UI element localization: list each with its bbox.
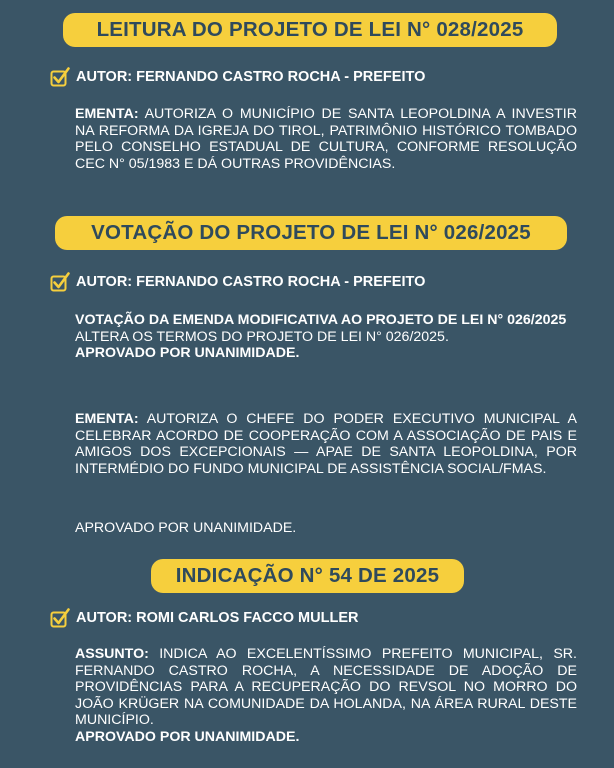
section2-votacao-result: APROVADO POR UNANIMIDADE. [75,345,300,361]
checkbox-check-icon [50,67,70,87]
section2-ementa-text: AUTORIZA O CHEFE DO PODER EXECUTIVO MUNICIPAL A CELEBRAR ACORDO DE COOPERAÇÃO COM A ASSOCIAÇÃO DE PAIS E AMIGOS DOS EXCEPCIONAIS — APAE DE SANTA LEOPOLDINA, POR INTERMÉDIO DO FUNDO MUNICIPAL DE ASSISTÊNCIA SOCIAL/FMAS. [75,411,577,477]
section1-author-text: AUTOR: FERNANDO CASTRO ROCHA - PREFEITO [76,69,426,85]
section3-assunto-text: INDICA AO EXCELENTÍSSIMO PREFEITO MUNICIPAL, SR. FERNANDO CASTRO ROCHA, A NECESSIDADE DE ADOÇÃO DE PROVIDÊNCIAS PARA A RECUPERAÇÃO DO REVSOL NO MORRO DO JOÃO KRÜGER NA COMUNIDADE DA HOLANDA, NA ÁREA RURAL DESTE MUNICÍPIO. [75,646,577,728]
section1-title: LEITURA DO PROJETO DE LEI N° 028/2025 [63,13,557,47]
section3-assunto-result: APROVADO POR UNANIMIDADE. [75,728,300,745]
section2-author [50,272,425,292]
section3-title: INDICAÇÃO N° 54 DE 2025 [151,559,464,593]
section1-ementa [75,106,577,172]
section1-ementa-label: EMENTA: [75,106,139,122]
section1-author [50,67,425,87]
section2-votacao [75,312,577,362]
checkbox-check-icon [50,272,70,292]
section2-votacao-text: ALTERA OS TERMOS DO PROJETO DE LEI N° 026/2025. [75,328,449,345]
section3-assunto [75,646,577,745]
section2-author-text: AUTOR: FERNANDO CASTRO ROCHA - PREFEITO [76,274,426,290]
section3-author [50,608,358,628]
section2-ementa [75,411,577,477]
section2-title: VOTAÇÃO DO PROJETO DE LEI N° 026/2025 [55,216,567,250]
section2-ementa-label: EMENTA: [75,411,139,427]
section1-ementa-text: AUTORIZA O MUNICÍPIO DE SANTA LEOPOLDINA A INVESTIR NA REFORMA DA IGREJA DO TIROL, PATRIMÔNIO HISTÓRICO TOMBADO PELO CONSELHO ESTADUAL DE CULTURA, CONFORME RESOLUÇÃO CEC N° 05/1983 E DÁ OUTRAS PROVIDÊNCIAS. [75,106,577,172]
checkbox-check-icon [50,608,70,628]
section2-votacao-heading: VOTAÇÃO DA EMENDA MODIFICATIVA AO PROJETO DE LEI N° 026/2025 [75,312,567,328]
section2-ementa-result: APROVADO POR UNANIMIDADE. [75,520,297,536]
section3-assunto-label: ASSUNTO: [75,646,149,662]
section3-author-text: AUTOR: ROMI CARLOS FACCO MULLER [76,610,359,626]
